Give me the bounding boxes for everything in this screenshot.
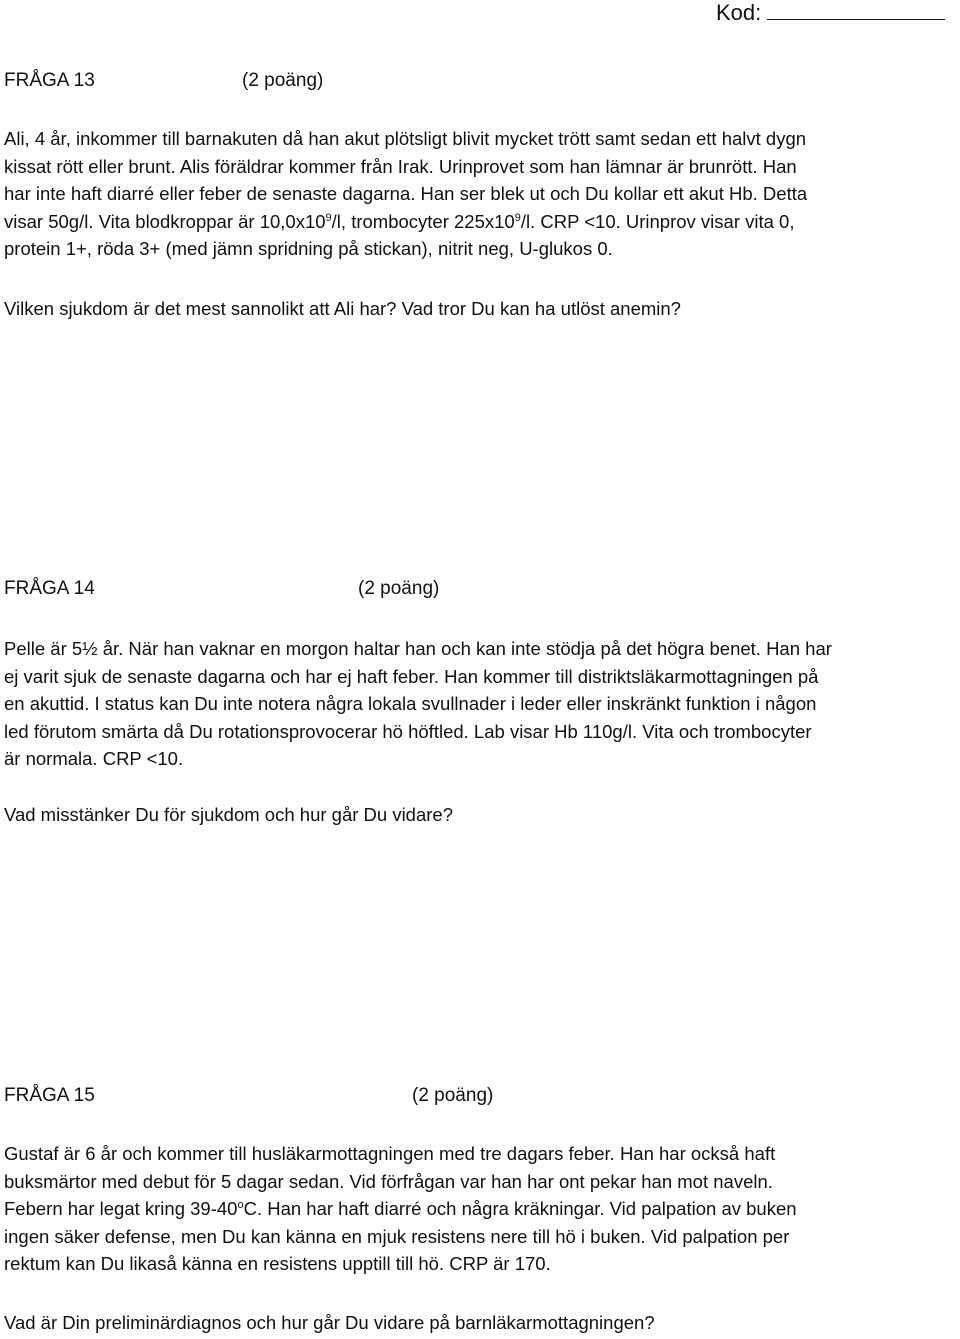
question-13-header xyxy=(4,70,324,92)
text-line: kissat rött eller brunt. Alis föräldrar kommer från Irak. Urinprovet som han lämnar är brunrött. Han xyxy=(4,155,797,177)
text-line: Pelle är 5½ år. När han vaknar en morgon haltar han och kan inte stödja på det högra benet. Han har xyxy=(4,638,832,659)
question-14-text xyxy=(4,635,954,773)
question-14-points: (2 poäng) xyxy=(358,578,440,599)
question-15-prompt: Vad är Din preliminärdiagnos och hur går Du vidare på barnläkarmottagningen? xyxy=(4,1312,655,1333)
superscript: 9 xyxy=(325,211,332,224)
text-line: Ali, 4 år, inkommer till barnakuten då han akut plötsligt blivit mycket trött samt sedan ett halvt dygn xyxy=(4,128,807,149)
kod-field xyxy=(716,0,945,26)
text-line: en akuttid. I status kan Du inte notera några lokala svullnader i leder eller inskränkt funktion i någon xyxy=(4,693,817,715)
question-14-prompt: Vad misstänker Du för sjukdom och hur går Du vidare? xyxy=(4,804,453,825)
text-segment: C. Han har haft diarré och några kräkningar. Vid palpation av buken xyxy=(243,1198,797,1220)
question-13-prompt: Vilken sjukdom är det mest sannolikt att Ali har? Vad tror Du kan ha utlöst anemin? xyxy=(4,298,681,319)
question-14-header xyxy=(4,578,440,600)
question-13-points: (2 poäng) xyxy=(242,70,324,91)
question-13-text xyxy=(4,125,954,263)
text-line: ingen säker defense, men Du kan känna en mjuk resistens nere till hö i buken. Vid palpation per xyxy=(4,1225,790,1247)
text-line: har inte haft diarré eller feber de senaste dagarna. Han ser blek ut och Du kollar ett akut Hb. Detta xyxy=(4,183,808,205)
question-15-header xyxy=(4,1085,494,1107)
kod-label: Kod: xyxy=(716,0,762,25)
kod-answer-line xyxy=(767,1,945,20)
text-line: är normala. CRP <10. xyxy=(4,748,184,770)
question-13-title: FRÅGA 13 xyxy=(4,70,95,91)
text-line: ej varit sjuk de senaste dagarna och har ej haft feber. Han kommer till distriktsläkarmottagningen på xyxy=(4,665,819,687)
text-segment: /l, trombocyter 225x10 xyxy=(331,210,515,232)
superscript: 9 xyxy=(514,211,521,224)
text-segment: /l. CRP <10. Urinprov visar vita 0, xyxy=(520,210,795,232)
text-line: rektum kan Du likaså känna en resistens upptill till hö. CRP är 170. xyxy=(4,1253,551,1275)
text-line: led förutom smärta då Du rotationsprovocerar hö höftled. Lab visar Hb 110g/l. Vita och trombocyter xyxy=(4,720,812,742)
superscript: o xyxy=(237,1199,244,1212)
text-line: buksmärtor med debut för 5 dagar sedan. Vid förfrågan var han har ont pekar han mot naveln. xyxy=(4,1170,773,1192)
text-line xyxy=(4,208,954,236)
text-line: Gustaf är 6 år och kommer till husläkarmottagningen med tre dagars feber. Han har också haft xyxy=(4,1143,776,1164)
text-line xyxy=(4,1195,954,1223)
text-segment: visar 50g/l. Vita blodkroppar är 10,0x10 xyxy=(4,210,326,232)
question-14-title: FRÅGA 14 xyxy=(4,578,95,599)
text-line: protein 1+, röda 3+ (med jämn spridning på stickan), nitrit neg, U-glukos 0. xyxy=(4,238,613,260)
question-15-title: FRÅGA 15 xyxy=(4,1085,95,1106)
question-15-text xyxy=(4,1140,954,1278)
text-segment: Febern har legat kring 39-40 xyxy=(4,1198,238,1220)
question-15-points: (2 poäng) xyxy=(412,1085,494,1106)
